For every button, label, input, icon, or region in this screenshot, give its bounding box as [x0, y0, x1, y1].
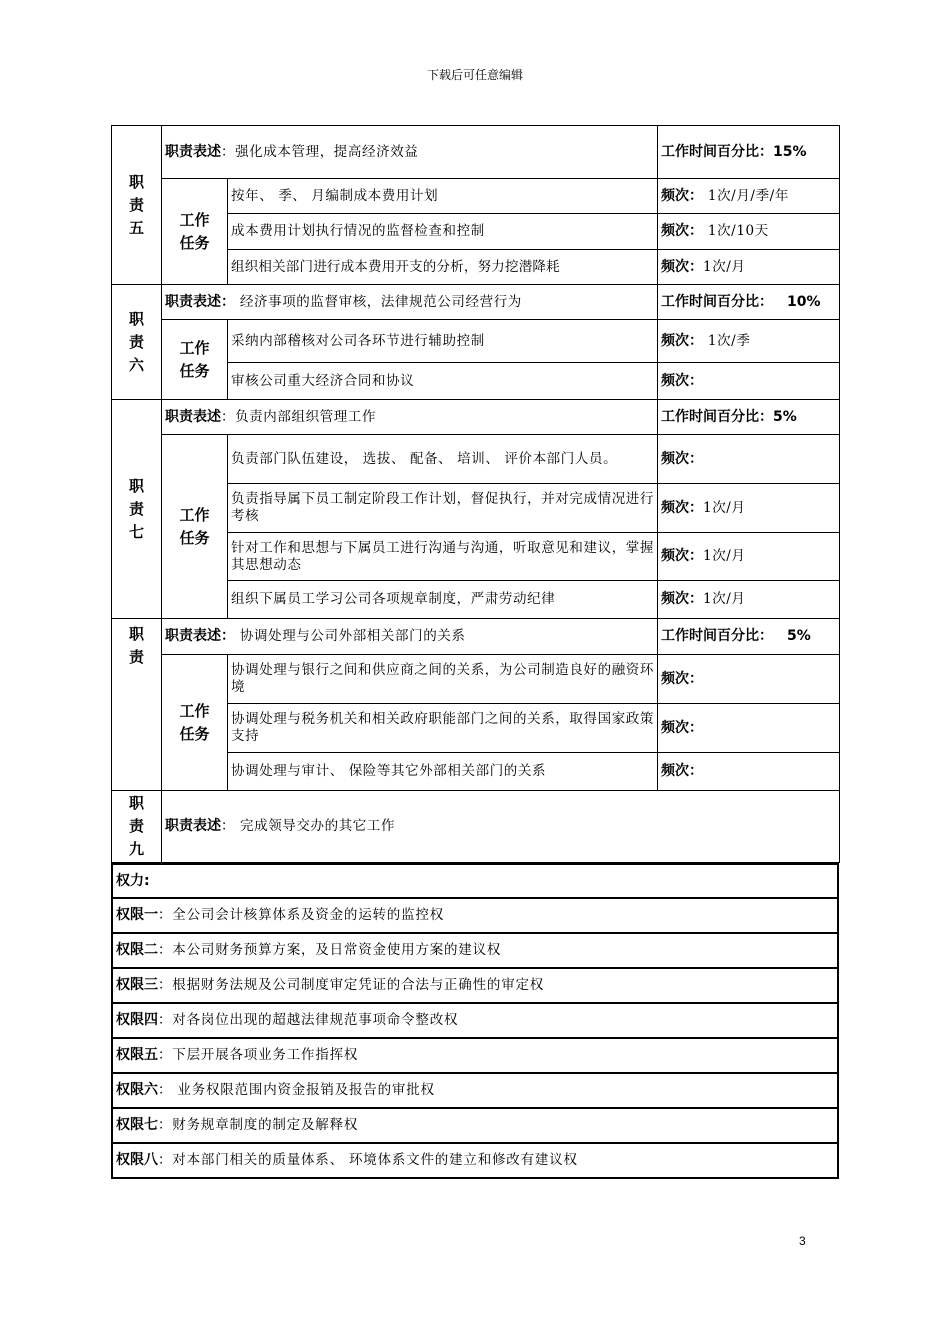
page-header: 下载后可任意编辑	[426, 68, 523, 82]
power-row	[112, 1073, 838, 1108]
task-text: 协调处理与审计、 保险等其它外部相关部门的关系	[228, 753, 658, 791]
power-7: 权限七：财务规章制度的制定及解释权	[112, 1108, 838, 1143]
duty-9-name: 职 责 九	[112, 791, 162, 863]
task-text: 负责部门队伍建设， 选拔、 配备、 培训、 评价本部门人员。	[228, 435, 658, 484]
duty-8-time: 工作时间百分比： 5%	[658, 619, 840, 655]
duty-5-task-label: 工作 任务	[162, 179, 228, 285]
power-row	[112, 1038, 838, 1073]
duty-5-desc-row	[112, 126, 840, 179]
duty-8-name-continued	[112, 655, 162, 791]
task-text: 协调处理与税务机关和相关政府职能部门之间的关系，取得国家政策支持	[228, 704, 658, 753]
duty-5-task-1	[112, 179, 840, 214]
task-frequency: 频次：	[658, 655, 840, 704]
task-frequency: 频次：	[658, 753, 840, 791]
duty-6-description: 职责表述： 经济事项的监督审核，法律规范公司经营行为	[162, 285, 658, 320]
power-row	[112, 1108, 838, 1143]
duty-6-task-label: 工作 任务	[162, 320, 228, 400]
power-row	[112, 898, 838, 933]
power-6: 权限六： 业务权限范围内资金报销及报告的审批权	[112, 1073, 838, 1108]
power-5: 权限五：下层开展各项业务工作指挥权	[112, 1038, 838, 1073]
task-text: 采纳内部稽核对公司各环节进行辅助控制	[228, 320, 658, 363]
task-frequency: 频次：	[658, 363, 840, 400]
duty-8-name: 职 责	[112, 619, 162, 655]
duty-6-task-1	[112, 320, 840, 363]
task-text: 协调处理与银行之间和供应商之间的关系，为公司制造良好的融资环境	[228, 655, 658, 704]
task-text: 针对工作和思想与下属员工进行沟通与沟通，听取意见和建议，掌握其思想动态	[228, 533, 658, 581]
duty-6-time: 工作时间百分比： 10%	[658, 285, 840, 320]
task-text: 组织下属员工学习公司各项规章制度，严肃劳动纪律	[228, 581, 658, 619]
task-text: 审核公司重大经济合同和协议	[228, 363, 658, 400]
duty-7-description: 职责表述：负责内部组织管理工作	[162, 400, 658, 435]
power-3: 权限三：根据财务法规及公司制度审定凭证的合法与正确性的审定权	[112, 968, 838, 1003]
duty-8-desc-row	[112, 619, 840, 655]
duties-table	[111, 125, 840, 863]
power-row	[112, 1143, 838, 1178]
duty-5-description: 职责表述：强化成本管理，提高经济效益	[162, 126, 658, 179]
duty-8-description: 职责表述： 协调处理与公司外部相关部门的关系	[162, 619, 658, 655]
duty-7-name: 职 责 七	[112, 400, 162, 619]
powers-table	[111, 863, 839, 1179]
power-row	[112, 1003, 838, 1038]
power-8: 权限八：对本部门相关的质量体系、 环境体系文件的建立和修改有建议权	[112, 1143, 838, 1178]
task-frequency: 频次：1次/月	[658, 250, 840, 285]
duty-6-name: 职 责 六	[112, 285, 162, 400]
power-2: 权限二：本公司财务预算方案，及日常资金使用方案的建议权	[112, 933, 838, 968]
task-frequency: 频次：1次/月	[658, 581, 840, 619]
task-frequency: 频次： 1次/季	[658, 320, 840, 363]
task-frequency: 频次： 1次/10天	[658, 214, 840, 250]
job-description-table	[111, 125, 839, 1179]
task-frequency: 频次：1次/月	[658, 484, 840, 533]
power-row	[112, 968, 838, 1003]
duty-8-task-label: 工作 任务	[162, 655, 228, 791]
task-text: 按年、 季、 月编制成本费用计划	[228, 179, 658, 214]
duty-8-task-1	[112, 655, 840, 704]
duty-9-row	[112, 791, 840, 863]
duty-7-task-1	[112, 435, 840, 484]
duty-7-time: 工作时间百分比：5%	[658, 400, 840, 435]
power-4: 权限四：对各岗位出现的超越法律规范事项命令整改权	[112, 1003, 838, 1038]
duty-5-name: 职 责 五	[112, 126, 162, 285]
task-frequency: 频次： 1次/月/季/年	[658, 179, 840, 214]
power-1: 权限一：全公司会计核算体系及资金的运转的监控权	[112, 898, 838, 933]
task-text: 负责指导属下员工制定阶段工作计划，督促执行，并对完成情况进行考核	[228, 484, 658, 533]
duty-5-time: 工作时间百分比：15%	[658, 126, 840, 179]
duty-6-desc-row	[112, 285, 840, 320]
duty-7-task-label: 工作 任务	[162, 435, 228, 619]
duty-9-description: 职责表述： 完成领导交办的其它工作	[162, 791, 840, 863]
task-text: 成本费用计划执行情况的监督检查和控制	[228, 214, 658, 250]
page-number: 3	[799, 1234, 806, 1248]
power-row	[112, 933, 838, 968]
powers-title: 权力:	[112, 864, 838, 898]
duty-7-desc-row	[112, 400, 840, 435]
task-frequency: 频次：	[658, 704, 840, 753]
task-frequency: 频次：1次/月	[658, 533, 840, 581]
powers-title-row	[112, 864, 838, 898]
task-text: 组织相关部门进行成本费用开支的分析，努力挖潜降耗	[228, 250, 658, 285]
task-frequency: 频次：	[658, 435, 840, 484]
